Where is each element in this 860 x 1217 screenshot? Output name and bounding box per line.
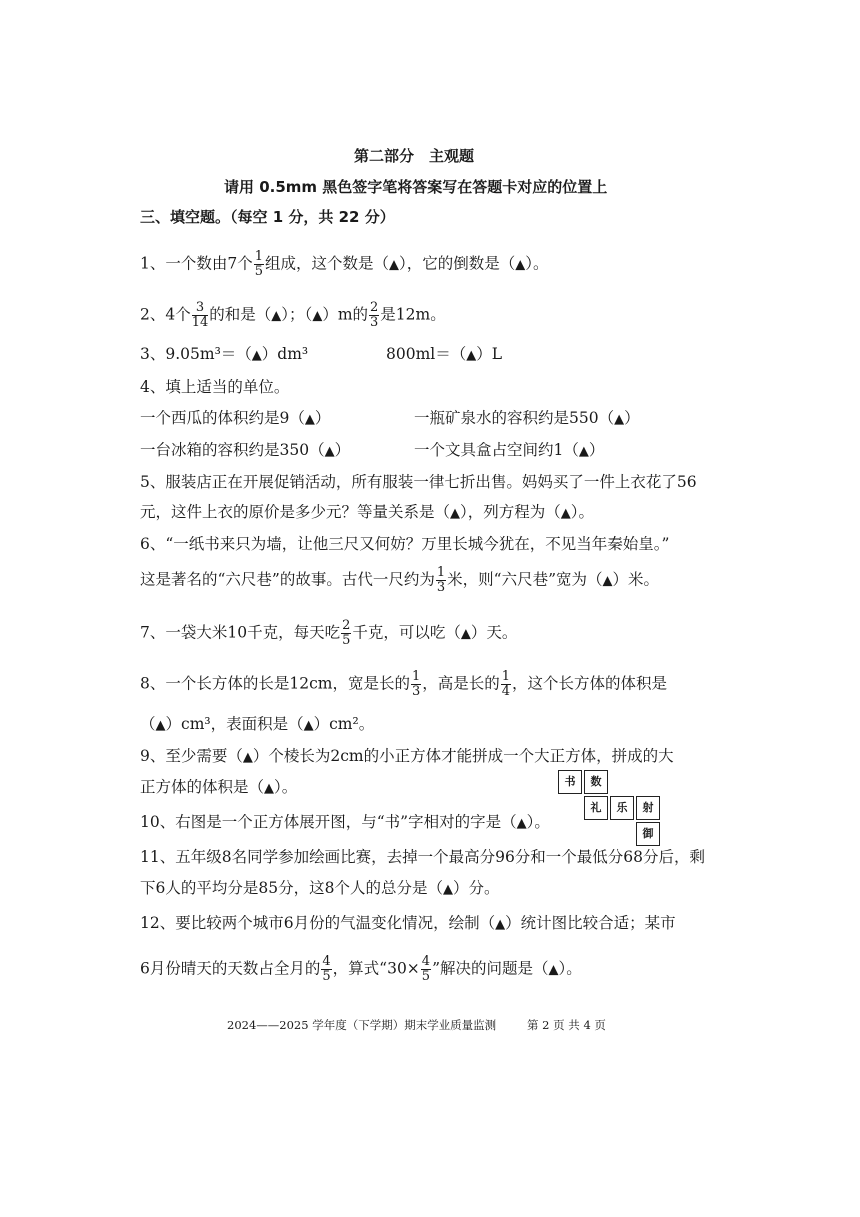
answer-blank-icon: ▲ xyxy=(515,257,526,273)
question-4-item: 一个文具盒占空间约1（▲） xyxy=(414,441,605,459)
fraction: $\frac{4}{5}$ xyxy=(322,954,331,984)
footer-exam-title: 2024——2025 学年度（下学期）期末学业质量监测 xyxy=(227,1018,497,1032)
section-title: 三、填空题。（每空 1 分，共 22 分） xyxy=(140,208,395,226)
question-1: 1、一个数由7个 $\frac{1}{5}$ 组成，这个数是（▲），它的倒数是（▲）。 xyxy=(140,249,549,279)
answer-blank-icon: ▲ xyxy=(155,718,166,733)
cube-net-cell: 数 xyxy=(584,770,608,794)
answer-blank-icon: ▲ xyxy=(466,348,477,363)
fraction: $\frac{1}{5}$ xyxy=(254,249,264,279)
instruction: 请用 0.5mm 黑色签字笔将答案写在答题卡对应的位置上 xyxy=(224,178,608,196)
question-10: 10、右图是一个正方体展开图，与“书”字相对的字是（▲）。 xyxy=(140,813,550,831)
part-title: 第二部分 主观题 xyxy=(354,147,475,165)
fraction: $\frac{4}{5}$ xyxy=(421,954,431,984)
answer-blank-icon: ▲ xyxy=(312,308,323,324)
question-8-line2: （▲）cm³，表面积是（▲）cm²。 xyxy=(140,715,375,733)
question-12-line2: 6月份晴天的天数占全月的 $\frac{4}{5}$ ，算式“30× $\frac{4}{5}$ ”解决的问题是（▲）。 xyxy=(140,954,582,984)
answer-blank-icon: ▲ xyxy=(324,444,335,459)
answer-blank-icon: ▲ xyxy=(460,626,471,642)
question-4-item: 一瓶矿泉水的容积约是550（▲） xyxy=(414,409,640,427)
answer-blank-icon: ▲ xyxy=(602,573,613,589)
question-4-title: 4、填上适当的单位。 xyxy=(140,378,290,396)
question-6-line2: 这是著名的“六尺巷”的故事。古代一尺约为 $\frac{1}{3}$ 米，则“六尺巷”宽为（▲）米。 xyxy=(140,565,660,595)
fraction: $\frac{1}{4}$ xyxy=(501,669,511,699)
question-6-line1: 6、“一纸书来只为墙，让他三尺又何妨？万里长城今犹在，不见当年秦始皇。” xyxy=(140,535,670,553)
answer-blank-icon: ▲ xyxy=(614,412,625,427)
question-11-line2: 下6人的平均分是85分，这8个人的总分是（▲）分。 xyxy=(140,879,500,897)
question-9-line1: 9、至少需要（▲）个棱长为2cm的小正方体才能拼成一个大正方体，拼成的大 xyxy=(140,747,674,765)
answer-blank-icon: ▲ xyxy=(251,348,262,363)
answer-blank-icon: ▲ xyxy=(303,718,314,733)
answer-blank-icon: ▲ xyxy=(495,917,506,932)
answer-blank-icon: ▲ xyxy=(389,257,400,273)
fraction: $\frac{2}{3}$ xyxy=(370,300,379,330)
answer-blank-icon: ▲ xyxy=(271,308,282,324)
footer-page-number: 第 2 页 共 4 页 xyxy=(527,1018,606,1032)
fraction: $\frac{2}{5}$ xyxy=(342,618,351,648)
question-8-line1: 8、一个长方体的长是12cm，宽是长的 $\frac{1}{3}$ ，高是长的 $\frac{1}{4}$ ，这个长方体的体积是 xyxy=(140,669,668,699)
question-4-item: 一个西瓜的体积约是9（▲） xyxy=(140,409,331,427)
question-3: 3、9.05m³＝（▲）dm³ xyxy=(140,345,309,363)
answer-blank-icon: ▲ xyxy=(548,962,559,978)
answer-blank-icon: ▲ xyxy=(242,750,253,765)
fraction: $\frac{1}{3}$ xyxy=(436,565,446,595)
fraction: $\frac{3}{14}$ xyxy=(191,300,209,330)
question-3b: 800ml＝（▲）L xyxy=(386,345,503,363)
answer-blank-icon: ▲ xyxy=(516,816,527,831)
answer-blank-icon: ▲ xyxy=(304,412,315,427)
answer-blank-icon: ▲ xyxy=(264,781,275,796)
answer-blank-icon: ▲ xyxy=(442,882,453,897)
cube-net-cell: 射 xyxy=(636,796,660,820)
cube-net-cell: 御 xyxy=(636,822,660,846)
cube-net-cell: 书 xyxy=(558,770,582,794)
question-5-line1: 5、服装店正在开展促销活动，所有服装一律七折出售。妈妈买了一件上衣花了56 xyxy=(140,473,697,491)
question-4-item: 一台冰箱的容积约是350（▲） xyxy=(140,441,351,459)
question-7: 7、一袋大米10千克，每天吃 $\frac{2}{5}$ 千克，可以吃（▲）天。 xyxy=(140,618,518,648)
answer-blank-icon: ▲ xyxy=(578,444,589,459)
cube-net-cell: 乐 xyxy=(610,796,634,820)
question-2: 2、4个 $\frac{3}{14}$ 的和是（▲）；（▲）m的 $\frac{2}{3}$ 是12m。 xyxy=(140,300,446,330)
question-5-line2: 元，这件上衣的原价是多少元？等量关系是（▲），列方程为（▲）。 xyxy=(140,503,595,521)
question-12-line1: 12、要比较两个城市6月份的气温变化情况，绘制（▲）统计图比较合适；某市 xyxy=(140,914,676,932)
answer-blank-icon: ▲ xyxy=(450,506,461,521)
question-11-line1: 11、五年级8名同学参加绘画比赛，去掉一个最高分96分和一个最低分68分后，剩 xyxy=(140,848,706,866)
cube-net-cell: 礼 xyxy=(584,796,608,820)
cube-net-figure xyxy=(558,770,668,848)
fraction: $\frac{1}{3}$ xyxy=(411,669,421,699)
answer-blank-icon: ▲ xyxy=(560,506,571,521)
question-9-line2: 正方体的体积是（▲）。 xyxy=(140,778,298,796)
